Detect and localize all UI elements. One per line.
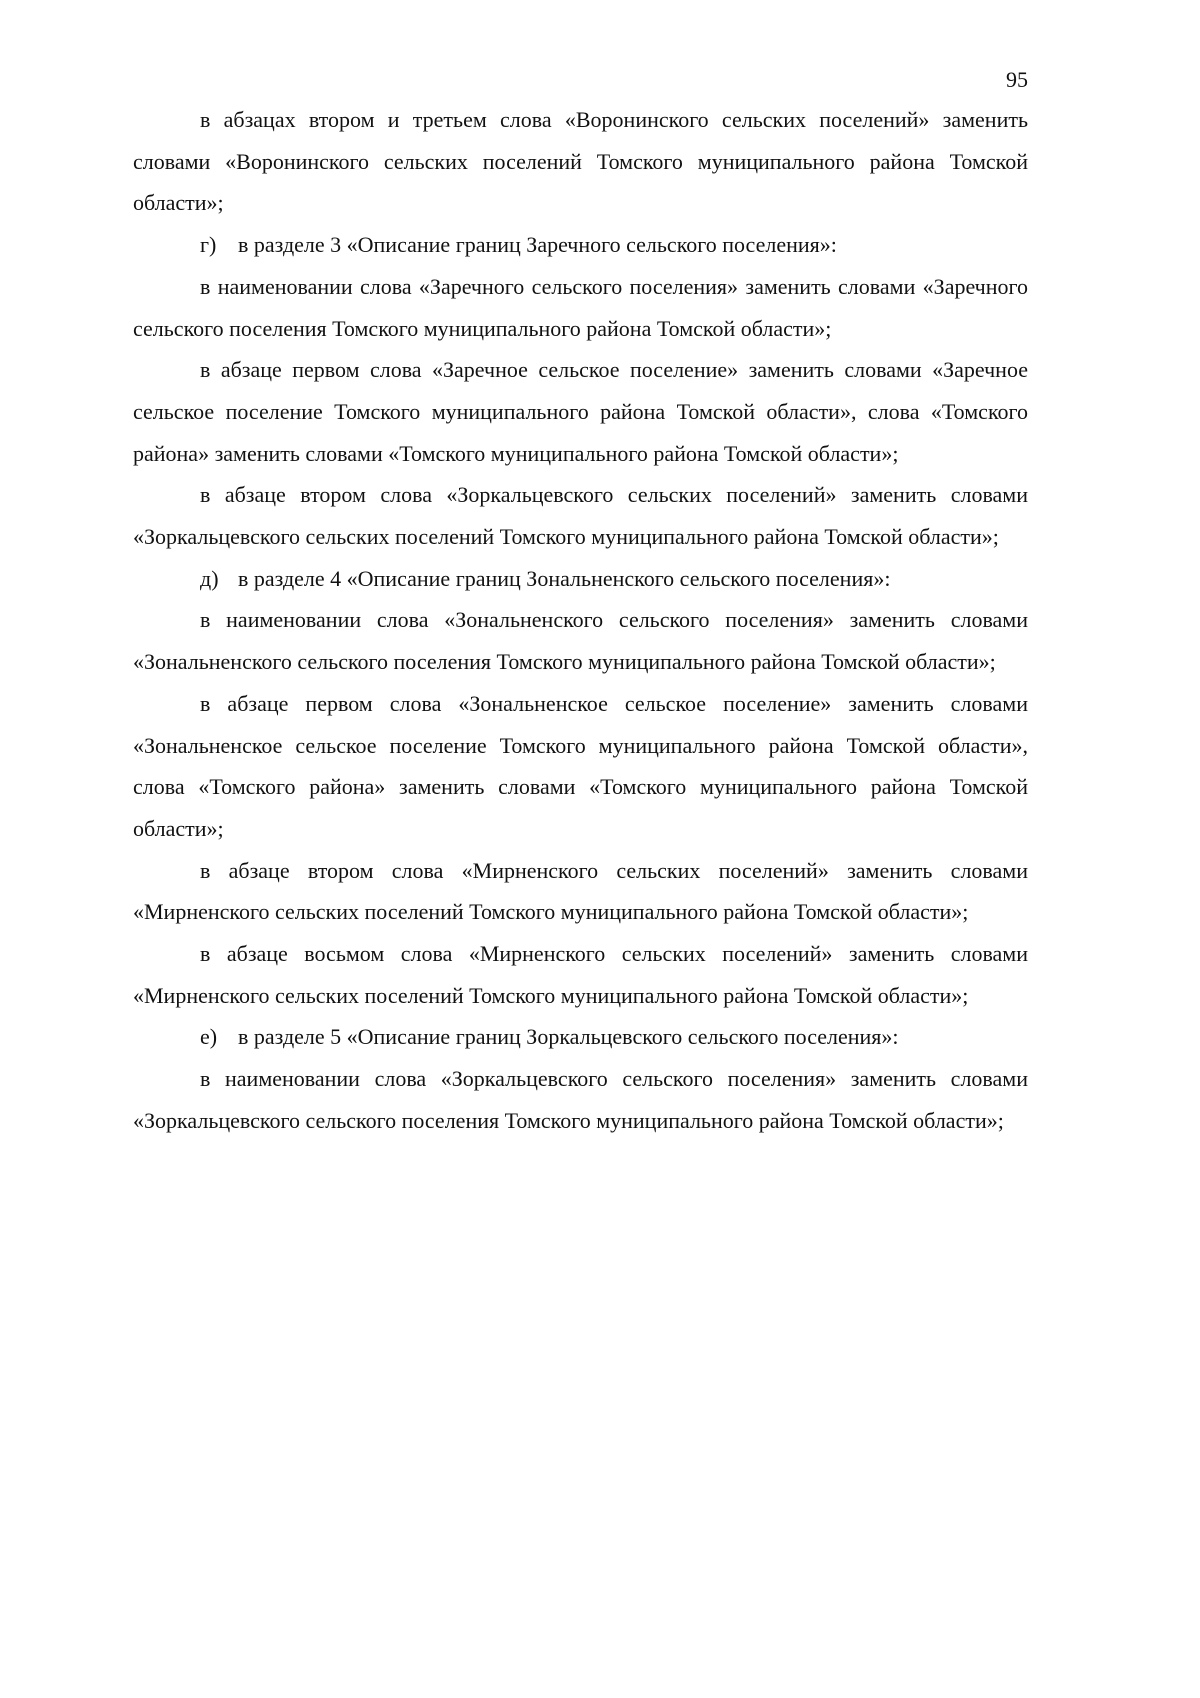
list-item-text: в разделе 3 «Описание границ Заречного сельского поселения»:	[238, 232, 837, 258]
paragraph: в наименовании слова «Заречного сельского поселения» заменить словами «Заречного сельского поселения Томского муниципального района Томской области»;	[133, 273, 1028, 341]
paragraph: в абзацах втором и третьем слова «Воронинского сельских поселений» заменить словами «Воронинского сельских поселений Томского муниципального района Томской области»;	[133, 107, 1028, 216]
paragraph: в абзаце втором слова «Мирненского сельских поселений» заменить словами «Мирненского сельских поселений Томского муниципального района Томской области»;	[133, 857, 1028, 925]
list-item-text: в разделе 5 «Описание границ Зоркальцевского сельского поселения»:	[238, 1024, 899, 1050]
list-marker: д)	[200, 565, 219, 591]
list-marker: е)	[200, 1024, 218, 1050]
paragraph: в абзаце первом слова «Зональненское сельское поселение» заменить словами «Зональненское сельское поселение Томского муниципального района Томской области», слова «Томского района» заменить словами «Томского муниципального района Томской области»;	[133, 690, 1028, 841]
list-item-g	[133, 224, 1028, 266]
page-number: 95	[1006, 67, 1028, 92]
document-body	[133, 99, 1028, 1142]
paragraph: в абзаце восьмом слова «Мирненского сельских поселений» заменить словами «Мирненского сельских поселений Томского муниципального района Томской области»;	[133, 941, 1028, 1008]
paragraph: в абзаце первом слова «Заречное сельское поселение» заменить словами «Заречное сельское поселение Томского муниципального района Томской области», слова «Томского района» заменить словами «Томского муниципального района Томской области»;	[133, 357, 1028, 466]
paragraph: в наименовании слова «Зональненского сельского поселения» заменить словами «Зональненского сельского поселения Томского муниципального района Томской области»;	[133, 607, 1028, 675]
list-marker: г)	[200, 232, 217, 258]
paragraph: в абзаце втором слова «Зоркальцевского сельских поселений» заменить словами «Зоркальцевского сельских поселений Томского муниципального района Томской области»;	[133, 482, 1028, 550]
list-item-e	[133, 1016, 1028, 1058]
list-item-d	[133, 558, 1028, 600]
list-item-text: в разделе 4 «Описание границ Зональненского сельского поселения»:	[238, 565, 891, 591]
paragraph: в наименовании слова «Зоркальцевского сельского поселения» заменить словами «Зоркальцевского сельского поселения Томского муниципального района Томской области»;	[133, 1066, 1028, 1133]
